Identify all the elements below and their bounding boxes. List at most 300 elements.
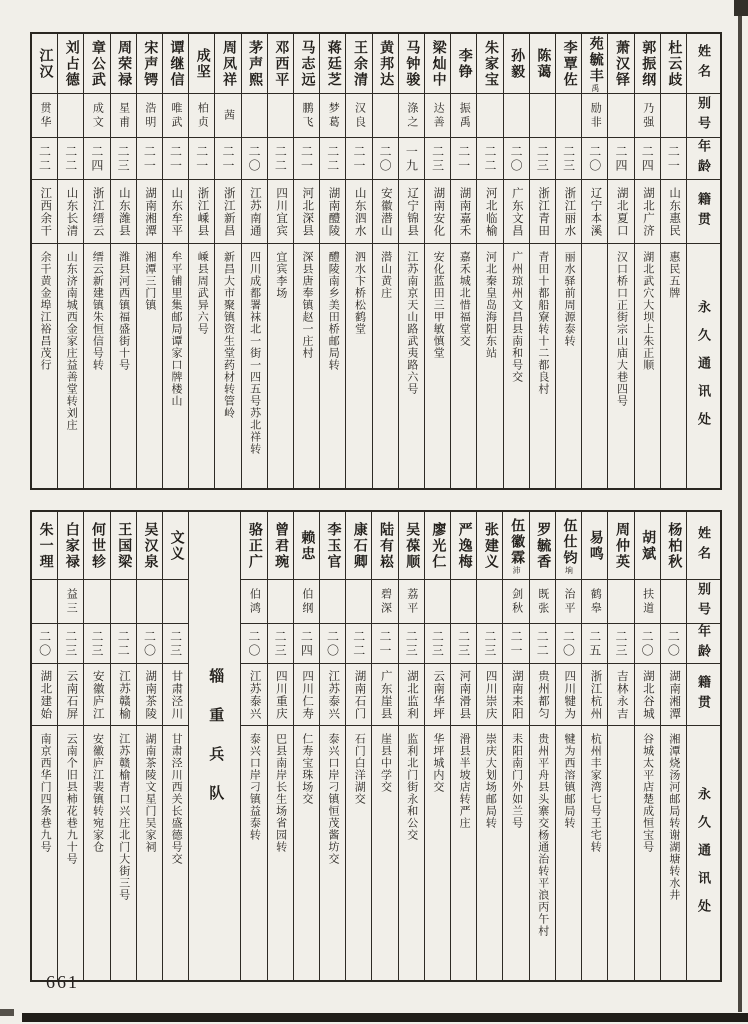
age-cell-text: 二三: [456, 629, 471, 658]
age-cell-text: 二二: [482, 144, 497, 173]
person-name: 康石卿: [351, 521, 367, 570]
native-cell-text: 浙江杭州: [589, 669, 602, 720]
alias-cell: [32, 94, 57, 138]
person-column: [424, 34, 450, 488]
address-cell-text: 湖北武穴大坝上朱正顺: [641, 251, 654, 371]
name-cell: [84, 34, 109, 94]
address-cell-text: 潍县河西镇福盛街十号: [117, 251, 130, 371]
address-cell: [241, 726, 266, 980]
native-cell: [294, 180, 319, 244]
age-cell: [399, 624, 424, 664]
native-cell-text: 贵州都匀: [537, 669, 550, 720]
native-cell: [163, 664, 188, 726]
name-cell: [58, 34, 83, 94]
address-cell-text: 谷城太平店楚成恒宝号: [641, 733, 654, 853]
name-cell: [635, 512, 660, 580]
age-cell-text: 二三: [63, 629, 78, 658]
native-cell: [373, 180, 398, 244]
native-cell-text: 湖南耒阳: [510, 669, 523, 720]
age-cell: [425, 624, 450, 664]
age-cell-text: 二〇: [325, 629, 340, 658]
age-cell-text: 二〇: [666, 629, 681, 658]
native-cell: [137, 664, 162, 726]
name-cell: [582, 512, 607, 580]
alias-cell: [294, 94, 319, 138]
alias-cell-text: 唯武: [170, 101, 183, 130]
address-cell-text: 泗水卞桥松鹤堂: [353, 251, 366, 335]
address-cell: [451, 244, 476, 488]
native-cell: [320, 180, 345, 244]
person-column: [293, 34, 319, 488]
native-cell: [477, 664, 502, 726]
address-cell-text: 安徽庐江裴镇转宛家仓: [91, 733, 104, 853]
age-cell-text: 二三: [116, 144, 131, 173]
native-cell: [582, 664, 607, 726]
age-cell: [241, 624, 266, 664]
native-cell: [530, 664, 555, 726]
age-cell-text: 二一: [351, 144, 366, 173]
person-name: 宋声锷: [142, 39, 158, 88]
age-cell: [32, 624, 57, 664]
header-age-text: 年龄: [696, 138, 711, 179]
address-cell-text: 监利北门街永和公交: [405, 733, 418, 841]
native-cell-text: 四川宜宾: [275, 186, 288, 237]
name-cell: [294, 34, 319, 94]
alias-cell: [530, 580, 555, 624]
person-column: [319, 34, 345, 488]
address-cell: [320, 244, 345, 488]
native-cell-text: 江苏泰兴: [248, 669, 261, 720]
alias-cell: [608, 580, 633, 624]
name-cell: [268, 34, 293, 94]
person-column: [581, 34, 607, 488]
age-cell: [503, 624, 528, 664]
header-age: [687, 138, 720, 180]
alias-cell: [451, 580, 476, 624]
alias-cell: [635, 580, 660, 624]
page-number: 661: [46, 972, 79, 992]
person-column: [241, 34, 267, 488]
age-cell-text: 二〇: [509, 144, 524, 173]
name-cell: [425, 512, 450, 580]
person-column: [136, 512, 162, 980]
address-cell: [425, 244, 450, 488]
name-cell: [320, 512, 345, 580]
native-cell-text: 湖南茶陵: [144, 669, 157, 720]
person-column: [110, 34, 136, 488]
address-cell: [503, 726, 528, 980]
person-name: 伍徽霖沛: [509, 517, 525, 574]
alias-cell: [399, 94, 424, 138]
address-cell: [372, 726, 397, 980]
person-name: 陈蔼: [535, 47, 551, 80]
native-cell-text: 山东长清: [65, 186, 78, 237]
header-name-text: 姓名: [696, 525, 711, 566]
age-cell-text: 二一: [509, 629, 524, 658]
person-name: 周荣禄: [116, 39, 132, 88]
address-cell: [58, 244, 83, 488]
address-cell: [399, 244, 424, 488]
name-cell: [111, 34, 136, 94]
person-column: [581, 512, 607, 980]
person-column: [371, 512, 397, 980]
person-column: [319, 512, 345, 980]
address-cell-text: 宜宾李场: [274, 251, 287, 299]
address-cell: [294, 726, 319, 980]
address-cell-text: 醴陵南乡美田桥邮局转: [327, 251, 340, 371]
native-cell-text: 湖北监利: [405, 669, 418, 720]
address-cell-text: 深县唐奉镇赵一庄村: [301, 251, 314, 359]
address-cell: [661, 726, 686, 980]
header-alias: [687, 94, 720, 138]
header-address: [687, 244, 720, 488]
age-cell-text: 二〇: [247, 144, 262, 173]
name-cell: [58, 512, 83, 580]
alias-cell-text: 荔平: [405, 587, 418, 616]
age-cell-text: 二三: [613, 629, 628, 658]
native-cell: [503, 664, 528, 726]
person-name: 张建义: [482, 521, 498, 570]
age-cell-text: 二二: [351, 629, 366, 658]
name-cell: [163, 34, 188, 94]
alias-cell: [477, 94, 502, 138]
alias-cell: [373, 94, 398, 138]
scan-corner-mark-left: [0, 1009, 14, 1016]
address-cell: [163, 726, 188, 980]
person-name: 吴葆顺: [404, 521, 420, 570]
person-name: 伍仕钧垧: [561, 517, 577, 574]
person-column: [634, 512, 660, 980]
name-cell: [32, 512, 57, 580]
unit-divider-column: [188, 512, 240, 980]
alias-cell: [320, 580, 345, 624]
person-column: [57, 34, 83, 488]
alias-cell-text: 茜: [222, 108, 235, 123]
address-cell-text: 缙云新建镇朱恒信号转: [91, 251, 104, 371]
person-column: [267, 512, 293, 980]
native-cell-text: 山东泗水: [353, 186, 366, 237]
alias-cell: [241, 580, 266, 624]
address-cell-text: 牟平铺里集邮局谭家口牌楼山: [170, 251, 183, 407]
native-cell: [399, 180, 424, 244]
age-cell-text: 二二: [63, 144, 78, 173]
alias-cell: [111, 580, 136, 624]
native-cell: [451, 664, 476, 726]
address-cell-text: 湘潭三门镇: [143, 251, 156, 311]
native-cell-text: 湖南湘潭: [668, 669, 681, 720]
name-cell: [189, 34, 214, 94]
person-name: 黄邦达: [378, 39, 394, 88]
alias-cell: [111, 94, 136, 138]
age-cell: [635, 624, 660, 664]
age-cell-text: 二二: [116, 629, 131, 658]
native-cell-text: 浙江缙云: [91, 186, 104, 237]
native-cell: [661, 180, 686, 244]
address-cell-text: 杭州丰家湾七号王宅转: [589, 733, 602, 853]
person-name: 刘占德: [63, 39, 79, 88]
native-cell: [242, 180, 267, 244]
alias-cell-text: 梦葛: [327, 101, 340, 130]
name-note: 禹: [590, 83, 600, 92]
address-cell: [215, 244, 240, 488]
person-column: [83, 512, 109, 980]
scan-edge-right: [738, 0, 742, 1012]
age-cell-text: 二一: [168, 144, 183, 173]
alias-cell: [84, 94, 109, 138]
header-address-text: 永久通讯处: [696, 786, 711, 927]
native-cell-text: 山东潍县: [117, 186, 130, 237]
header-column: [686, 512, 720, 980]
address-cell: [58, 726, 83, 980]
age-cell-text: 二三: [90, 629, 105, 658]
header-age-text: 年龄: [696, 624, 711, 664]
address-cell: [635, 244, 660, 488]
address-cell-text: 巴县南岸长生场省园转: [274, 733, 287, 853]
age-cell-text: 二〇: [37, 629, 52, 658]
age-cell: [504, 138, 529, 180]
person-column: [240, 512, 266, 980]
age-cell: [661, 138, 686, 180]
header-name: [687, 512, 720, 580]
native-cell-text: 山东牟平: [170, 186, 183, 237]
native-cell-text: 湖北夏口: [615, 186, 628, 237]
address-cell-text: 犍为西溶镇邮局转: [563, 733, 576, 829]
address-cell-text: 潜山黄庄: [379, 251, 392, 299]
person-name: 骆正广: [246, 521, 262, 570]
name-cell: [373, 34, 398, 94]
person-name: 江汉: [37, 47, 53, 80]
person-name: 邓西平: [273, 39, 289, 88]
alias-cell-text: 伯纲: [300, 587, 313, 616]
age-cell: [530, 138, 555, 180]
address-cell: [137, 244, 162, 488]
address-cell: [373, 244, 398, 488]
age-cell: [137, 138, 162, 180]
native-cell-text: 辽宁本溪: [589, 186, 602, 237]
age-cell-text: 二一: [666, 144, 681, 173]
age-cell-text: 二〇: [640, 629, 655, 658]
person-name: 杜云歧: [666, 39, 682, 88]
age-cell: [84, 138, 109, 180]
person-column: [476, 34, 502, 488]
person-column: [83, 34, 109, 488]
address-cell: [111, 244, 136, 488]
person-name: 赖忠: [299, 529, 315, 562]
person-column: [162, 512, 188, 980]
native-cell: [477, 180, 502, 244]
alias-cell: [137, 94, 162, 138]
native-cell-text: 湖北建始: [39, 669, 52, 720]
native-cell-text: 山东惠民: [668, 186, 681, 237]
age-cell-text: 二二: [325, 144, 340, 173]
native-cell: [32, 180, 57, 244]
alias-cell-text: 乃强: [641, 101, 654, 130]
address-cell: [425, 726, 450, 980]
age-cell-text: 二二: [273, 144, 288, 173]
address-cell-text: 耒阳南门外如兰号: [510, 733, 523, 829]
age-cell: [137, 624, 162, 664]
person-column: [502, 512, 528, 980]
age-cell-text: 二三: [561, 144, 576, 173]
native-cell: [582, 180, 607, 244]
age-cell: [111, 624, 136, 664]
native-cell: [346, 180, 371, 244]
address-cell: [320, 726, 345, 980]
age-cell-text: 二二: [37, 144, 52, 173]
native-cell: [399, 664, 424, 726]
person-name: 易鸣: [587, 529, 603, 562]
native-cell: [84, 664, 109, 726]
alias-cell-text: 达善: [432, 101, 445, 130]
name-cell: [635, 34, 660, 94]
native-cell-text: 江苏南通: [248, 186, 261, 237]
native-cell-text: 湖南石门: [353, 669, 366, 720]
address-cell: [582, 244, 607, 488]
age-cell-text: 二〇: [142, 629, 157, 658]
address-cell: [635, 726, 660, 980]
name-cell: [346, 34, 371, 94]
native-cell-text: 甘肃泾川: [170, 669, 183, 720]
person-name: 陆有崧: [377, 521, 393, 570]
native-cell-text: 浙江新昌: [222, 186, 235, 237]
name-cell: [268, 512, 293, 580]
age-cell-text: 二一: [220, 144, 235, 173]
native-cell-text: 辽宁锦县: [406, 186, 419, 237]
person-name: 胡斌: [640, 529, 656, 562]
native-cell-text: 江苏泰兴: [327, 669, 340, 720]
person-column: [32, 512, 57, 980]
alias-cell-text: 既张: [536, 587, 549, 616]
person-column: [372, 34, 398, 488]
age-cell-text: 二二: [535, 629, 550, 658]
address-cell-text: 江苏南京天山路武夷路六号: [405, 251, 418, 395]
age-cell-text: 二一: [299, 144, 314, 173]
alias-cell: [84, 580, 109, 624]
person-name: 郭振纲: [640, 39, 656, 88]
native-cell-text: 湖南嘉禾: [458, 186, 471, 237]
name-cell: [477, 34, 502, 94]
person-name: 章公武: [89, 39, 105, 88]
address-cell: [530, 244, 555, 488]
person-name: 萧汉铎: [613, 39, 629, 88]
age-cell: [661, 624, 686, 664]
header-alias: [687, 580, 720, 624]
address-cell: [294, 244, 319, 488]
person-column: [398, 34, 424, 488]
native-cell: [556, 664, 581, 726]
address-cell: [530, 726, 555, 980]
alias-cell: [503, 580, 528, 624]
native-cell: [32, 664, 57, 726]
age-cell: [477, 138, 502, 180]
person-column: [136, 34, 162, 488]
age-cell-text: 二四: [89, 144, 104, 173]
alias-cell: [294, 580, 319, 624]
native-cell: [372, 664, 397, 726]
address-cell-text: 甘肃泾川西关长盛德号交: [170, 733, 183, 865]
person-column: [555, 512, 581, 980]
native-cell: [346, 664, 371, 726]
person-name: 谭继信: [168, 39, 184, 88]
register-table-top: [30, 32, 722, 490]
age-cell-text: 二一: [194, 144, 209, 173]
person-column: [503, 34, 529, 488]
person-name: 罗毓香: [535, 521, 551, 570]
alias-cell-text: 贯华: [39, 101, 52, 130]
age-cell: [58, 624, 83, 664]
native-cell: [425, 180, 450, 244]
alias-cell: [163, 94, 188, 138]
age-cell: [32, 138, 57, 180]
person-name: 廖光仁: [430, 521, 446, 570]
address-cell: [268, 726, 293, 980]
alias-cell: [582, 580, 607, 624]
age-cell: [84, 624, 109, 664]
header-native-text: 籍贯: [696, 674, 711, 715]
alias-cell-text: 励非: [589, 101, 602, 130]
person-column: [424, 512, 450, 980]
age-cell: [268, 624, 293, 664]
name-cell: [556, 34, 581, 94]
person-name: 吴汉泉: [142, 521, 158, 570]
address-cell: [504, 244, 529, 488]
header-age: [687, 624, 720, 664]
native-cell-text: 湖南湘潭: [144, 186, 157, 237]
alias-cell: [661, 94, 686, 138]
age-cell-text: 二四: [613, 144, 628, 173]
name-cell: [504, 34, 529, 94]
address-cell-text: 新昌大市聚镇资生堂药材转管岭: [222, 251, 235, 419]
person-name: 朱家宝: [482, 39, 498, 88]
person-name: 苑毓丰禹: [587, 35, 603, 92]
alias-cell-text: 碧深: [379, 587, 392, 616]
name-cell: [372, 512, 397, 580]
person-name: 曾君琬: [273, 521, 289, 570]
header-native-text: 籍贯: [696, 191, 711, 232]
address-cell-text: 滑县半坡店转严庄: [458, 733, 471, 829]
native-cell-text: 湖南安化: [432, 186, 445, 237]
name-cell: [399, 34, 424, 94]
age-cell: [294, 624, 319, 664]
address-cell-text: 河北秦皇岛海阳东站: [484, 251, 497, 359]
native-cell-text: 四川犍为: [563, 669, 576, 720]
alias-cell: [163, 580, 188, 624]
native-cell: [58, 664, 83, 726]
name-note: 垧: [564, 565, 574, 574]
native-cell: [294, 664, 319, 726]
age-cell: [346, 138, 371, 180]
person-name: 马钟骏: [404, 39, 420, 88]
person-name: 蒋廷芝: [325, 39, 341, 88]
native-cell: [268, 180, 293, 244]
age-cell: [451, 624, 476, 664]
person-column: [293, 512, 319, 980]
address-cell-text: 山东济南城西金家庄益善堂转刘庄: [65, 251, 78, 431]
alias-cell: [346, 580, 371, 624]
person-name: 何世轸: [90, 521, 106, 570]
person-name: 严逸梅: [456, 521, 472, 570]
native-cell: [556, 180, 581, 244]
person-name: 李铮: [456, 47, 472, 80]
alias-cell: [556, 94, 581, 138]
alias-cell: [320, 94, 345, 138]
address-cell-text: 汉口桥口正街宗山庙大巷四号: [615, 251, 628, 407]
unit-divider-label: 辎重兵队: [207, 668, 224, 824]
native-cell: [268, 664, 293, 726]
address-cell: [399, 726, 424, 980]
native-cell: [137, 180, 162, 244]
header-alias-text: 别号: [696, 581, 711, 622]
